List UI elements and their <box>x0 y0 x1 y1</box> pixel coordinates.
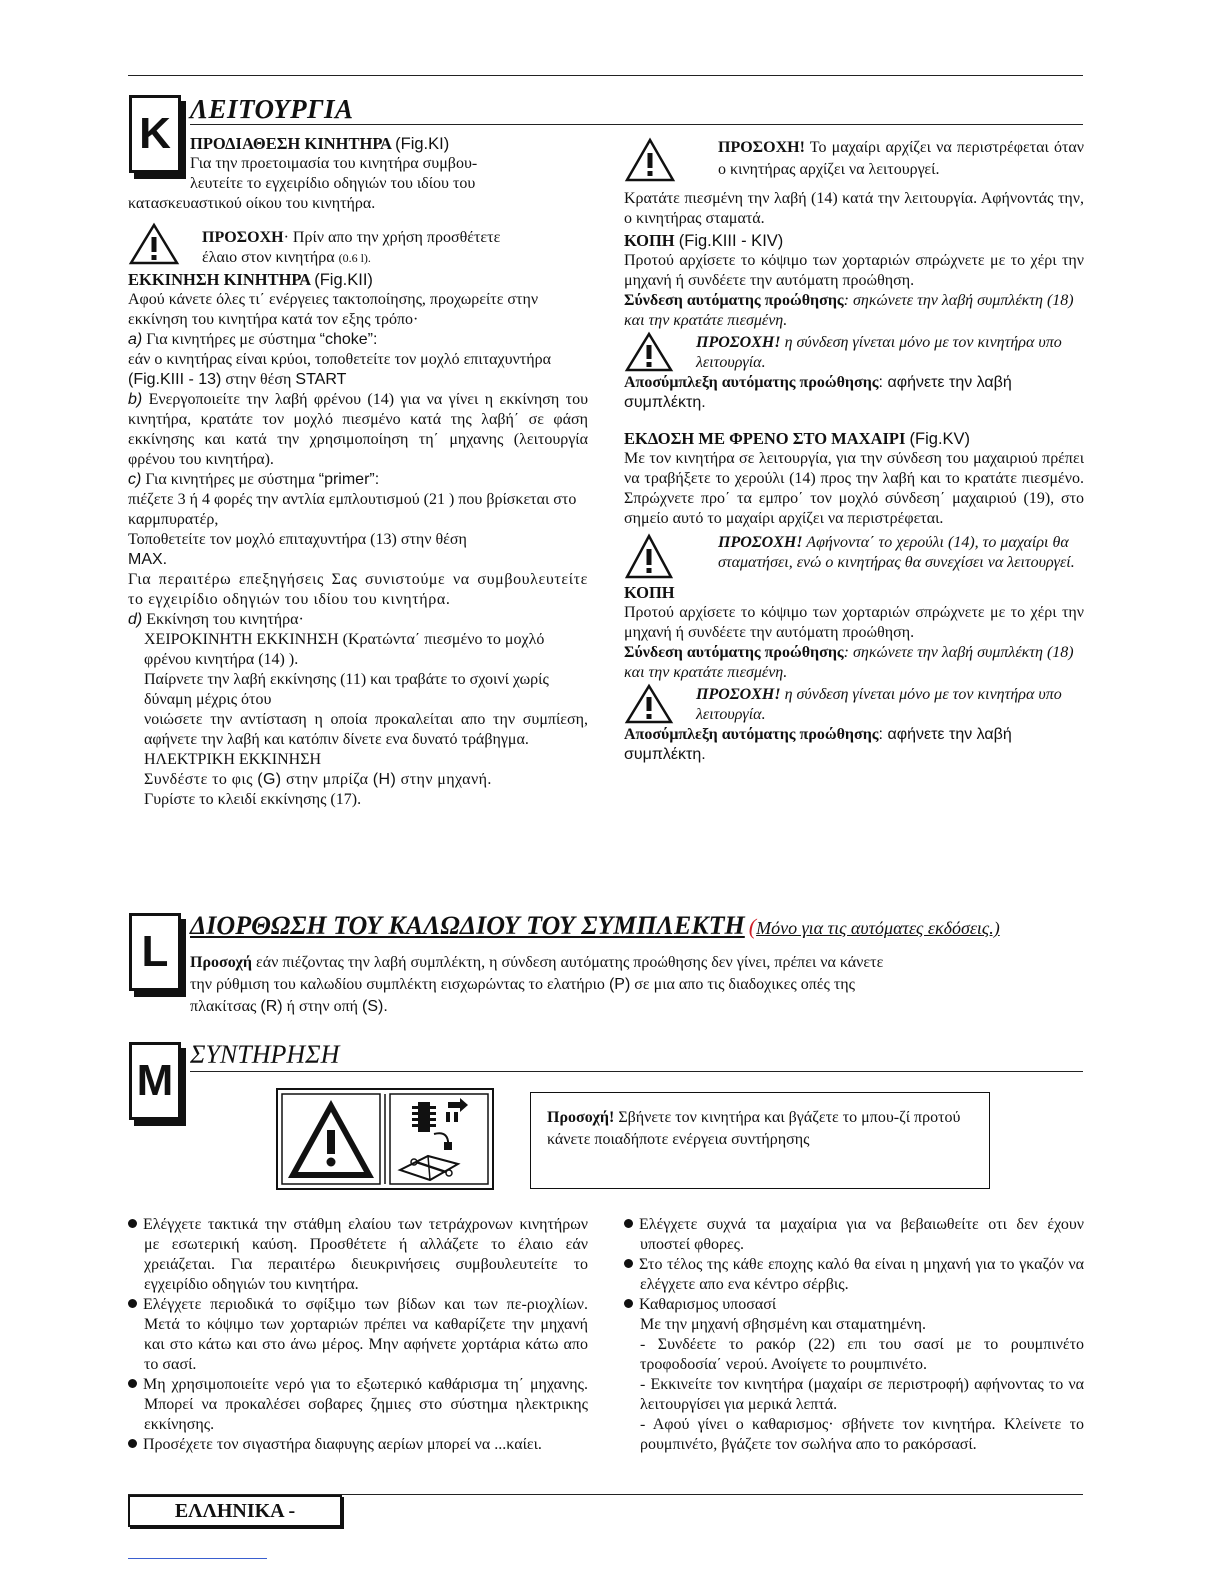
section-l-letter: L <box>129 913 181 991</box>
section-m-title: ΣΥΝΤΗΡΗΣΗ <box>190 1040 340 1069</box>
warning-icon <box>624 331 674 373</box>
list-item: Προσέχετε τον σιγαστήρα διαφυγης αερίων μπορεί να ...καίει. <box>128 1435 588 1455</box>
footer-language-label: ΕΛΛΗΝΙΚΑ - <box>128 1495 342 1527</box>
top-rule <box>128 75 1083 76</box>
maintenance-right-list <box>624 1215 1084 1455</box>
cleaning-step: - Συνδέετε το ρακόρ (22) επι του σασί με το ρουμπινέτο τροφοδοσία΄ νερού. Ανοίγετε το ρουμπινέτο. <box>640 1336 1084 1373</box>
section-k-title: ΛΕΙΤΟΥΡΓΙΑ <box>190 94 354 124</box>
list-item: Καθαρισμος υποσασί <box>624 1295 1084 1315</box>
warning-blade: ΠΡΟΣΟΧΗ! Το μαχαίρι αρχίζει να περιστρέφεται όταν ο κινητήρας αρχίζει να λειτουργεί. <box>624 137 1084 183</box>
section-m-letter: M <box>129 1042 181 1120</box>
list-item: Μη χρησιμοποιείτε νερό για το εξωτερικό καθάρισμα τη΄ μηχανης. Μπορεί να προκαλέσει σοβαρες ζημιες στο σύστημα ηλεκτρικης εκκίνησης. <box>128 1375 588 1435</box>
section-l-title: ΔΙΟΡΘΩΣΗ ΤΟΥ ΚΑΛΩΔΙΟΥ ΤΟΥ ΣΥΜΠΛΕΚΤΗ (Μόνο για τις αυτόματες εκδόσεις.) <box>190 911 1000 940</box>
cleaning-step: - Αφού γίνει ο καθαρισμος· σβήνετε τον κινητήρα. Κλείνετε το ρουμπινέτο, βγάζετε τον σωλήνα απο το ρακόρσασί. <box>640 1416 1084 1453</box>
warning-icon <box>128 222 180 266</box>
section-k-right-column: ΠΡΟΣΟΧΗ! Το μαχαίρι αρχίζει να περιστρέφεται όταν ο κινητήρας αρχίζει να λειτουργεί. Κρατάτε πιεσμένη την λαβή (14) κατά την λειτουργία. Αφήνοντάς την, ο κινητήρας σταματά. ΚΟΠΗ (Fig.KIII - KIV) Προτού αρχίσετε το κόψιμο των χορταριών σπρώχνετε με το χέρι την μηχανή ή συνδέετε την αυτόματη προώθηση. Σύνδεση αυτόματης προώθησης: σηκώνετε την λαβή συμπλέκτη (18) και την κρατάτε πιεσμένη. ΠΡΟΣΟΧΗ! η σύνδεση γίνεται μόνο με τον κινητήρα υπο λειτουργία. Αποσύμπλεξη αυτόματης προώθησης: αφήνετε την λαβή συμπλέκτη. ΕΚΔΟΣΗ ΜΕ ΦΡΕΝΟ ΣΤΟ ΜΑΧΑΙΡΙ (Fig.KV) Με τον κινητήρα σε λειτουργία, για την σύνδεση του μαχαιριού πρέπει να τραβήξετε το χερούλι (14) προς την λαβή και το κρατάτε πιεσμένο. Σπρώχνετε προ΄ τα εμπρο΄ τον μοχλό σύνδεση΄ μαχαιριού (19), στο σημείο αυτό το μαχαίρι αρχίζει να περιστρέφεται. ΠΡΟΣΟΧΗ! Αφήνοντα΄ το χερούλι (14), το μαχαίρι θα σταματήσει, ενώ ο κινητήρας θα συνεχίσει να λειτουργεί. ΚΟΠΗ Προτού αρχίσετε το κόψιμο των χορταριών σπρώχνετε με το χέρι την μηχανή ή συνδέετε την αυτόματη προώθηση. Σύνδεση αυτόματης προώθησης: σηκώνετε την λαβή συμπλέκτη (18) και την κρατάτε πιεσμένη. ΠΡΟΣΟΧΗ! η σύνδεση γίνεται μόνο με τον κινητήρα υπο λειτουργία. Αποσύμπλεξη αυτόματης προώθησης: αφήνετε την λαβή συμπλέκτη. <box>624 139 1085 763</box>
warning-icon <box>624 683 674 725</box>
warning-icon <box>288 1100 374 1178</box>
section-k-rule <box>190 124 1083 125</box>
warning-blade-brake: ΠΡΟΣΟΧΗ! Αφήνοντα΄ το χερούλι (14), το μαχαίρι θα σταματήσει, ενώ ο κινητήρας θα συνεχίσει να λειτουργεί. <box>624 533 1084 581</box>
link-underline <box>128 1558 267 1559</box>
section-k-left-column: ΠΡΟΔΙΑΘΕΣΗ ΚΙΝΗΤΗΡΑ (Fig.KI) Για την προετοιμασία του κινητήρα συμβου- λευτείτε το εγχειρίδιο οδηγιών του ιδίου του κατασκευαστικού οίκου του κινητήρα. ΠΡΟΣΟΧΗ· Πρίν απο την χρήση προσθέτετε έλαιο στον κινητήρα (0.6 l). ΕΚΚΙΝΗΣΗ ΚΙΝΗΤΗΡΑ (Fig.KII) Αφού κάνετε όλες τι΄ ενέργειες τακτοποίησης, προχωρείτε στην εκκίνηση του κινητήρα κατά τον εξης τρόπο· a) Για κινητήρες με σύστημα “choke”: εάν ο κινητήρας είναι κρύοι, τοποθετείτε τον μοχλό επιταχυντήρα (Fig.KIII - 13) στην θέση START b) Ενεργοποιείτε την λαβή φρένου (14) για να γίνει η εκκίνηση του κινητήρα, κρατάτε τον μοχλό πιεσμένο κατά της λαβή΄ σε φάση εκκίνησης και κατά την χρησιμοποίηση τη΄ μηχανης (λειτουργία φρένου του κινητήρα). c) Για κινητήρες με σύστημα “primer”: πιέζετε 3 ή 4 φορές την αντλία εμπλουτισμού (21 ) που βρίσκεται στο καρμπυρατέρ, Τοποθετείτε τον μοχλό επιταχυντήρα (13) στην θέση MAX. Για περαιτέρω επεξηγήσεις Σας συνιστούμε να συμβουλευτείτε το εγχειρίδιο οδηγιών του ιδίου του κινητήρα. d) Εκκίνηση του κινητήρα· ΧΕΙΡΟΚΙΝΗΤΗ ΕΚΚΙΝΗΣΗ (Κρατώντα΄ πιεσμένο το μοχλό φρένου κινητήρα (14) ). Παίρνετε την λαβή εκκίνησης (11) και τραβάτε το σχοινί χωρίς δύναμη μέχρις ότου νοιώσετε την αντίσταση η οποία προκαλείται απο την συμπίεση, αφήνετε την λαβή και κατόπιν δίνετε ενα δυνατό τράβηγμα. ΗΛΕΚΤΡΙΚΗ ΕΚΚΙΝΗΣΗ Συνδέστε το φις (G) στην μπρίζα (H) στην μηχανή. Γυρίστε το κλειδί εκκίνησης (17). <box>128 134 589 808</box>
list-item: Στο τέλος της κάθε εποχης καλό θα είναι η μηχανή για το γκαζόν να ελέγχετε απο ενα κέντρο σέρβις. <box>624 1255 1084 1295</box>
warning-engine-running: ΠΡΟΣΟΧΗ! η σύνδεση γίνεται μόνο με τον κινητήρα υπο λειτουργία. <box>624 331 1084 373</box>
cleaning-step: Με την μηχανή σβησμένη και σταματημένη. <box>640 1316 927 1333</box>
safety-pictogram <box>276 1088 494 1190</box>
section-k-letter: K <box>129 95 181 173</box>
warning-engine-running-2: ΠΡΟΣΟΧΗ! η σύνδεση γίνεται μόνο με τον κινητήρα υπο λειτουργία. <box>624 683 1084 725</box>
list-item: Ελέγχετε συχνά τα μαχαίρια για να βεβαιωθείτε οτι δεν έχουν υποστεί φθορες. <box>624 1215 1084 1255</box>
cleaning-step: - Εκκινείτε τον κινητήρα (μαχαίρι σε περιστροφή) αφήνοντας το να λειτουργίσει για μερικά λεπτά. <box>640 1376 1084 1413</box>
disconnect-spark-plug-icon <box>412 1098 468 1150</box>
warning-icon <box>624 137 676 183</box>
list-item: Ελέγχετε περιοδικά το σφίξιμο των βίδων και των πε-ριοχλίων. Μετά το κόψιμο των χορταριών πρέπει να καθαρίζετε την μηχανή και στο κάτω και στο άνω μέρος. Μην αφήνετε χορτάρια κάτω απο το σασί. <box>128 1295 588 1375</box>
section-l-text: Προσοχή εάν πιέζοντας την λαβή συμπλέκτη, η σύνδεση αυτόματης προώθησης δεν γίνει, πρέπει να κάνετε την ρύθμιση του καλωδίου συμπλέκτη εισχωρώντας το ελατήριο (P) σε μια απο τις διαδοχικες οπές της πλακίτσας (R) ή στην οπή (S). <box>190 954 884 1015</box>
warning-oil: ΠΡΟΣΟΧΗ· Πρίν απο την χρήση προσθέτετε έλαιο στον κινητήρα (0.6 l). <box>128 222 588 268</box>
list-item: Ελέγχετε τακτικά την στάθμη ελαίου των τετράχρονων κινητήρων με εσωτερική καύση. Προσθέτετε ή αλλάζετε το έλαιο εάν χρειάζεται. Για περαιτέρω διευκρινήσεις συμβουλευτείτε το εγχειρίδιο οδηγιών του κινητήρα. <box>128 1215 588 1295</box>
maintenance-left-list <box>128 1215 588 1455</box>
manual-book-icon <box>400 1156 458 1180</box>
section-m-rule <box>190 1071 1083 1072</box>
maintenance-warning-box: Προσοχή! Σβήνετε τον κινητήρα και βγάζετε το μπου-ζί προτού κάνετε ποιαδήποτε ενέργεια συντήρησης <box>530 1092 990 1189</box>
warning-icon <box>624 533 674 581</box>
